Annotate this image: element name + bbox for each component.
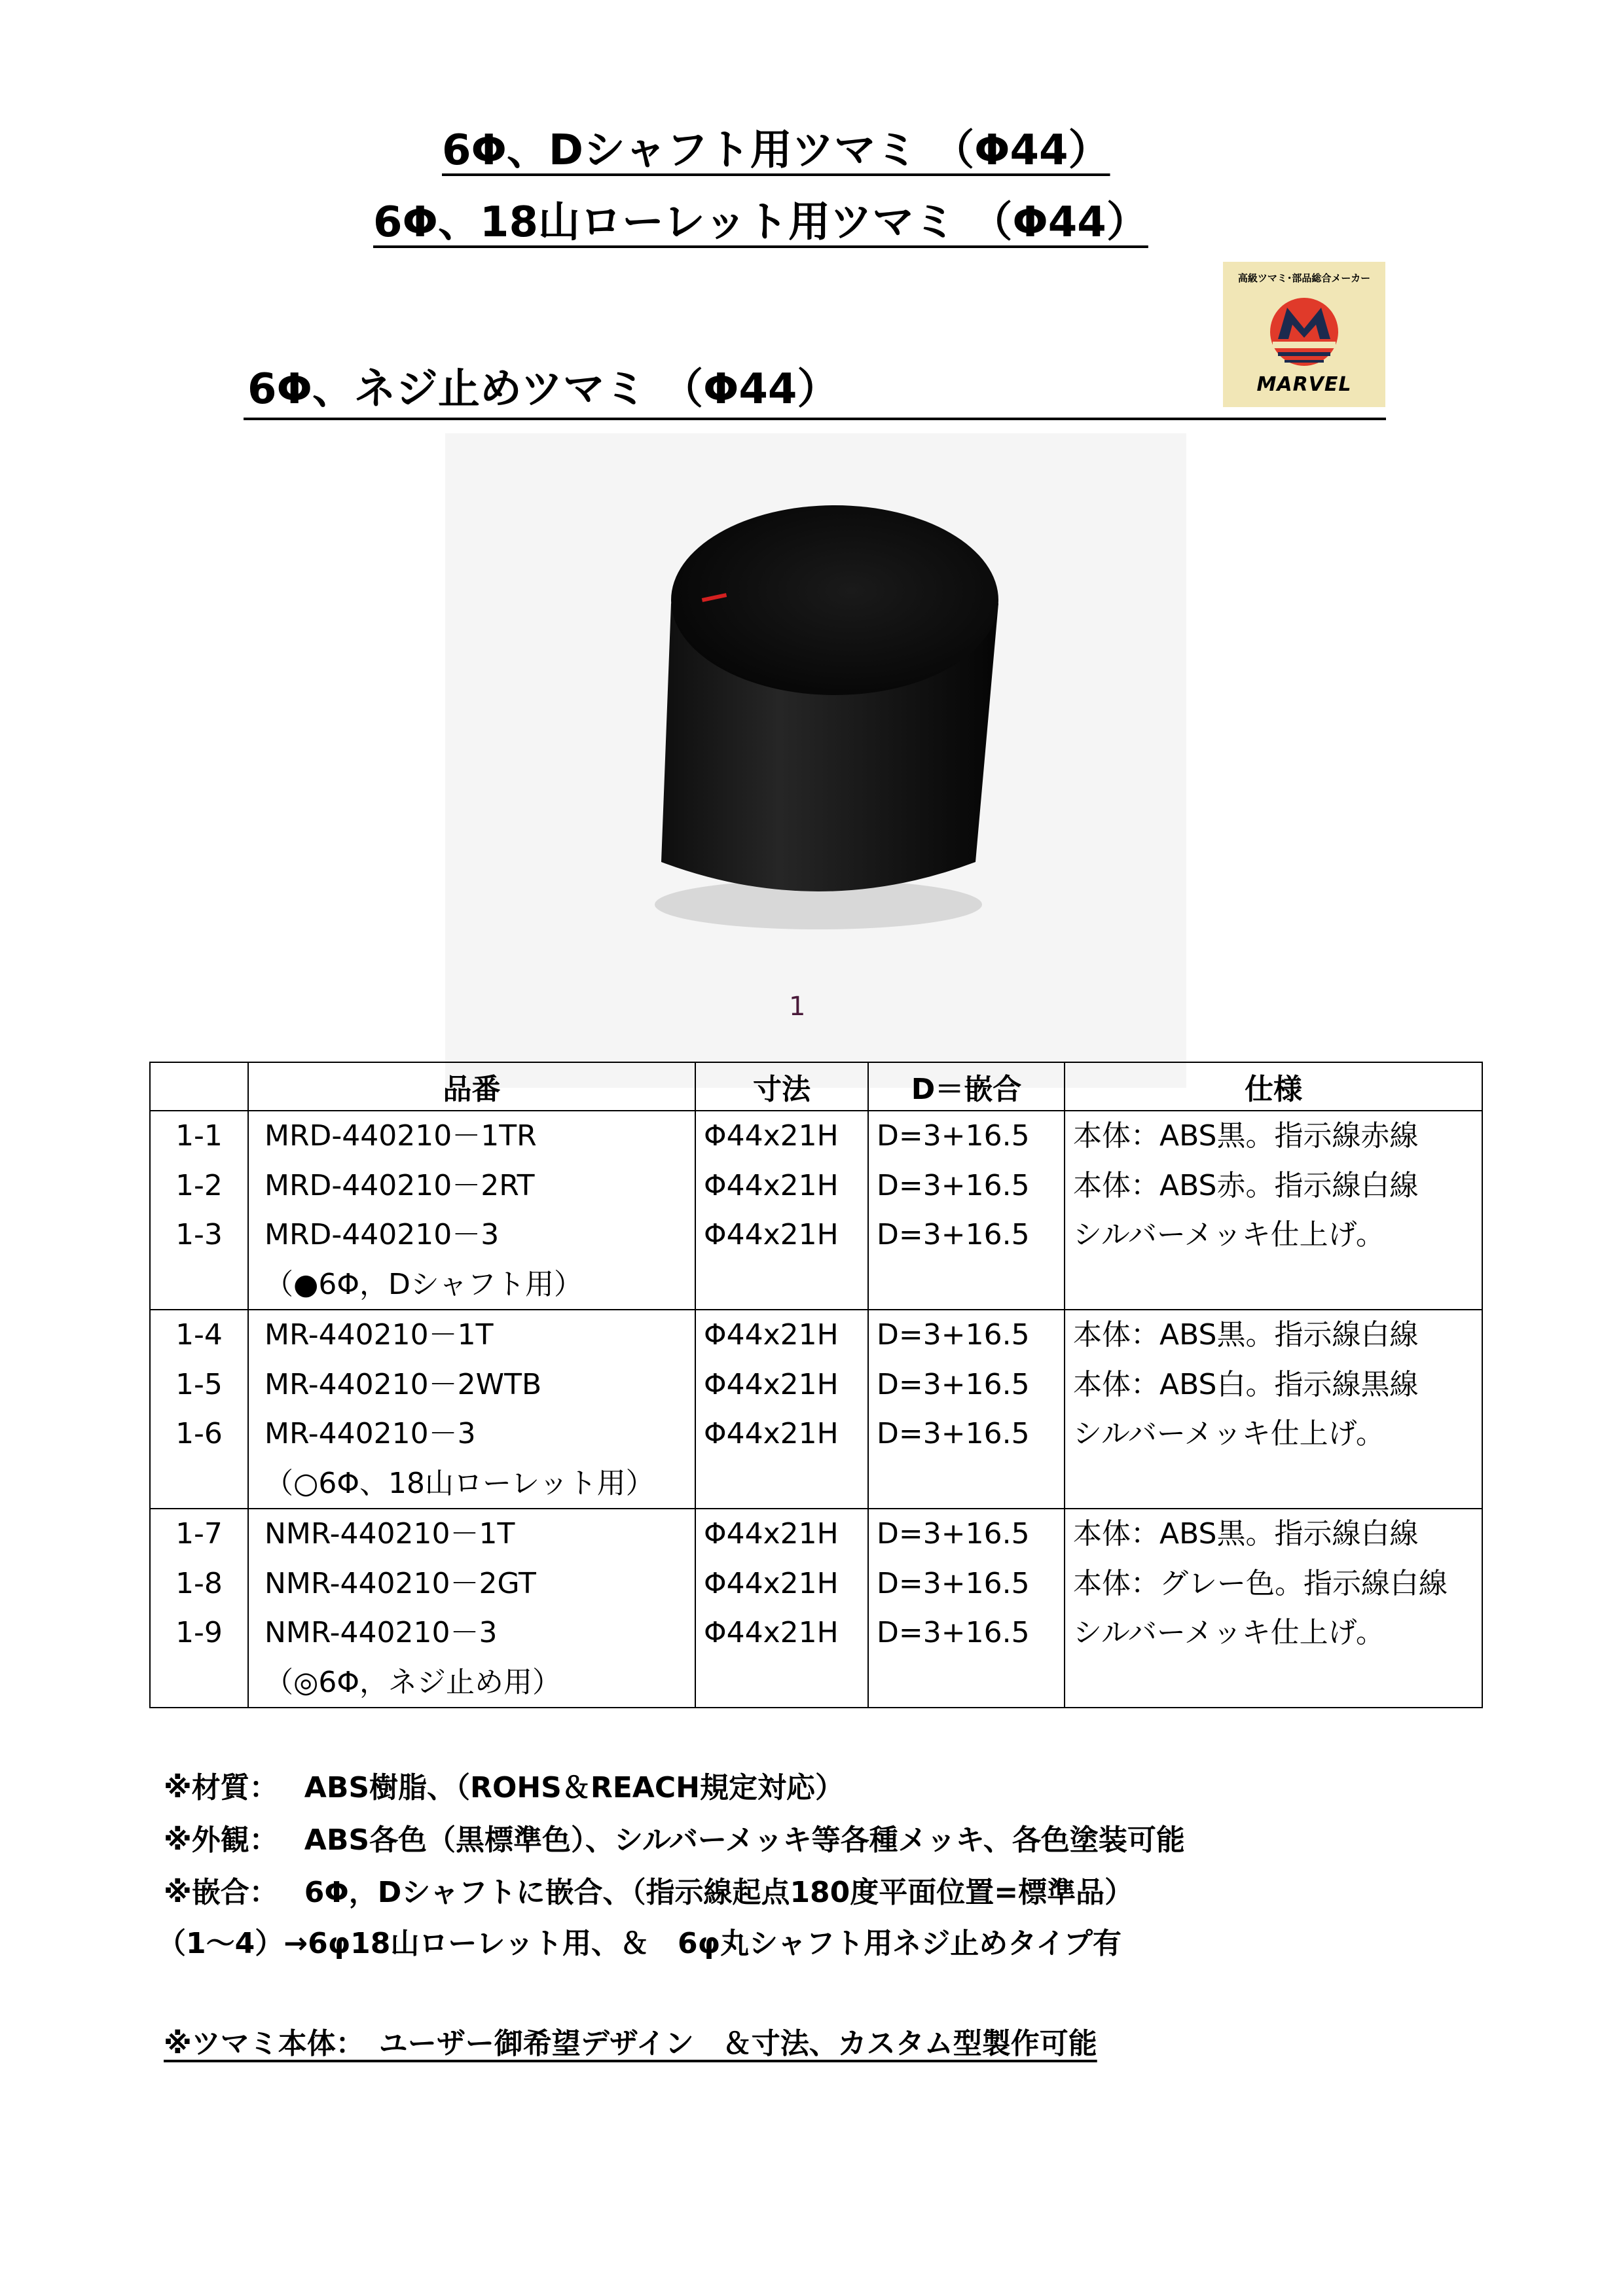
- knob-image: [445, 433, 1186, 1088]
- part-numbers: NMR-440210－1T NMR-440210－2GT NMR-440210－3 （◎6Φ，ネジ止め用）: [248, 1509, 695, 1708]
- group-note: （◎6Φ，ネジ止め用）: [264, 1665, 562, 1699]
- table-header-row: [150, 1062, 1482, 1111]
- header-spec: 仕様: [1065, 1062, 1482, 1111]
- spec-table: [149, 1062, 1483, 1708]
- photo-caption: 1: [789, 992, 806, 1022]
- logo-tagline: 高級ツマミ･部品総合メーカー: [1237, 272, 1371, 284]
- specifications: 本体：ABS黒。指示線白線 本体：ABS白。指示線黒線 シルバーメッキ仕上げ。: [1065, 1310, 1482, 1509]
- row-numbers: 1-1 1-2 1-3: [150, 1111, 248, 1310]
- header-fit: D＝嵌合: [868, 1062, 1065, 1111]
- fittings: D=3+16.5 D=3+16.5 D=3+16.5: [868, 1509, 1065, 1708]
- group-note: （●6Φ，Dシャフト用）: [264, 1267, 583, 1301]
- dimensions: Φ44x21H Φ44x21H Φ44x21H: [695, 1509, 868, 1708]
- header-no: [150, 1062, 248, 1111]
- header-dim: 寸法: [695, 1062, 868, 1111]
- dimensions: Φ44x21H Φ44x21H Φ44x21H: [695, 1310, 868, 1509]
- fittings: D=3+16.5 D=3+16.5 D=3+16.5: [868, 1111, 1065, 1310]
- logo-brand: MARVEL: [1256, 373, 1352, 396]
- specifications: 本体：ABS黒。指示線白線 本体：グレー色。指示線白線 シルバーメッキ仕上げ。: [1065, 1509, 1482, 1708]
- title-knurled: 6Φ、18山ローレット用ツマミ （Φ44）: [373, 198, 1148, 247]
- specifications: 本体：ABS黒。指示線赤線 本体：ABS赤。指示線白線 シルバーメッキ仕上げ。: [1065, 1111, 1482, 1310]
- note-fit: ※嵌合： 6Φ，Dシャフトに嵌合、（指示線起点180度平面位置=標準品）: [164, 1876, 1134, 1909]
- title-d-shaft: 6Φ、Dシャフト用ツマミ （Φ44）: [442, 126, 1110, 175]
- fittings: D=3+16.5 D=3+16.5 D=3+16.5: [868, 1310, 1065, 1509]
- marvel-emblem-icon: [1265, 296, 1343, 368]
- part-numbers: MR-440210－1T MR-440210－2WTB MR-440210－3 （○6Φ、18山ローレット用）: [248, 1310, 695, 1509]
- table-row: [150, 1310, 1482, 1509]
- product-photo: [445, 433, 1186, 1088]
- title-set-screw: 6Φ、ネジ止めツマミ （Φ44）: [247, 365, 839, 414]
- title-underline: [244, 418, 1386, 420]
- row-numbers: 1-4 1-5 1-6: [150, 1310, 248, 1509]
- marvel-logo: [1223, 262, 1385, 407]
- note-material: ※材質： ABS樹脂、（ROHS＆REACH規定対応）: [164, 1771, 844, 1804]
- dimensions: Φ44x21H Φ44x21H Φ44x21H: [695, 1111, 868, 1310]
- table-row: [150, 1509, 1482, 1708]
- row-numbers: 1-7 1-8 1-9: [150, 1509, 248, 1708]
- table-row: [150, 1111, 1482, 1310]
- note-types: （1～4）→6φ18山ローレット用、＆ 6φ丸シャフト用ネジ止めタイプ有: [157, 1927, 1122, 1960]
- header-part: 品番: [248, 1062, 695, 1111]
- group-note: （○6Φ、18山ローレット用）: [264, 1466, 655, 1500]
- note-appearance: ※外観： ABS各色（黒標準色）、シルバーメッキ等各種メッキ、各色塗装可能: [164, 1823, 1185, 1857]
- note-custom: ※ツマミ本体： ユーザー御希望デザイン ＆寸法、カスタム型製作可能: [164, 2027, 1097, 2060]
- part-numbers: MRD-440210－1TR MRD-440210－2RT MRD-440210－3 （●6Φ，Dシャフト用）: [248, 1111, 695, 1310]
